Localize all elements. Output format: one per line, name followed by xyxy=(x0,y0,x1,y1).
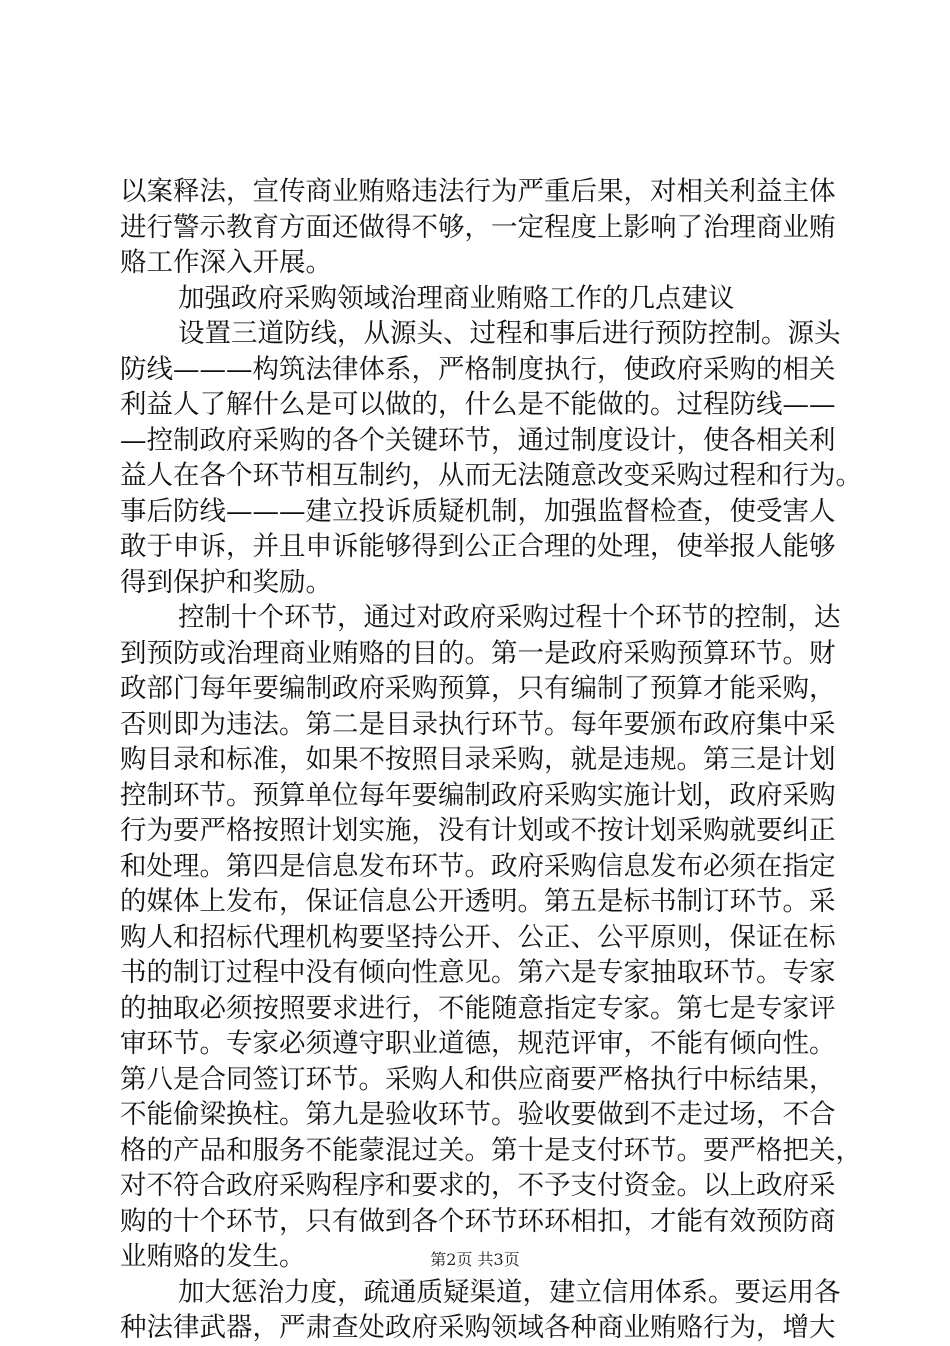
text-line: 业贿赂的发生。 xyxy=(120,1241,306,1272)
paragraph xyxy=(120,1275,841,1346)
text-line: 不能偷梁换柱。第九是验收环节。验收要做到不走过场，不合 xyxy=(120,1099,836,1130)
text-line: 购人和招标代理机构要坚持公开、公正、公平原则，保证在标 xyxy=(120,921,836,953)
text-line: 购的十个环节，只有做到各个环节环环相扣，才能有效预防商 xyxy=(120,1205,836,1237)
text-line: 进行警示教育方面还做得不够，一定程度上影响了治理商业贿 xyxy=(120,211,836,243)
text-line: 书的制订过程中没有倾向性意见。第六是专家抽取环节。专家 xyxy=(120,957,836,988)
text-line: —控制政府采购的各个关键环节，通过制度设计，使各相关利 xyxy=(120,424,836,456)
text-line: 审环节。专家必须遵守职业道德，规范评审，不能有倾向性。 xyxy=(120,1028,836,1059)
text-line: 到预防或治理商业贿赂的目的。第一是政府采购预算环节。财 xyxy=(120,637,836,669)
text-line: 加大惩治力度，疏通质疑渠道，建立信用体系。要运用各 xyxy=(178,1276,841,1308)
text-line: 政部门每年要编制政府采购预算，只有编制了预算才能采购， xyxy=(120,673,836,704)
text-line: 否则即为违法。第二是目录执行环节。每年要颁布政府集中采 xyxy=(120,708,836,740)
paragraph xyxy=(120,316,862,600)
paragraph xyxy=(120,174,836,281)
text-line: 得到保护和奖励。 xyxy=(120,566,332,598)
text-line: 行为要严格按照计划实施，没有计划或不按计划采购就要纠正 xyxy=(120,815,836,846)
paragraph xyxy=(120,600,862,1275)
text-line: 格的产品和服务不能蒙混过关。第十是支付环节。要严格把关， xyxy=(120,1134,862,1166)
text-line: 购目录和标准，如果不按照目录采购，就是违规。第三是计划 xyxy=(120,744,836,775)
text-line: 控制十个环节，通过对政府采购过程十个环节的控制，达 xyxy=(178,602,841,633)
text-line: 以案释法，宣传商业贿赂违法行为严重后果，对相关利益主体 xyxy=(120,176,836,207)
text-line: 防线———构筑法律体系，严格制度执行，使政府采购的相关 xyxy=(120,353,836,385)
text-line: 益人在各个环节相互制约，从而无法随意改变采购过程和行为。 xyxy=(120,460,862,491)
text-line: 的抽取必须按照要求进行，不能随意指定专家。第七是专家评 xyxy=(120,992,836,1024)
page-footer: 第2页 共3页 xyxy=(430,1250,520,1269)
text-line: 和处理。第四是信息发布环节。政府采购信息发布必须在指定 xyxy=(120,850,836,882)
text-line: 设置三道防线，从源头、过程和事后进行预防控制。源头 xyxy=(178,318,841,349)
text-line: 第八是合同签订环节。采购人和供应商要严格执行中标结果， xyxy=(120,1063,836,1095)
text-line: 事后防线———建立投诉质疑机制，加强监督检查，使受害人 xyxy=(120,495,836,527)
text-line: 种法律武器，严肃查处政府采购领域各种商业贿赂行为，增大 xyxy=(120,1312,836,1343)
document-body xyxy=(120,174,862,1346)
text-line: 敢于申诉，并且申诉能够得到公正合理的处理，使举报人能够 xyxy=(120,531,836,562)
text-line: 控制环节。预算单位每年要编制政府采购实施计划，政府采购 xyxy=(120,779,836,811)
text-line: 对不符合政府采购程序和要求的，不予支付资金。以上政府采 xyxy=(120,1170,836,1201)
paragraph xyxy=(120,281,832,317)
text-line: 加强政府采购领域治理商业贿赂工作的几点建议 xyxy=(178,282,735,314)
text-line: 赂工作深入开展。 xyxy=(120,247,332,278)
text-line: 的媒体上发布，保证信息公开透明。第五是标书制订环节。采 xyxy=(120,886,836,917)
text-line: 利益人了解什么是可以做的，什么是不能做的。过程防线—— xyxy=(120,389,836,420)
